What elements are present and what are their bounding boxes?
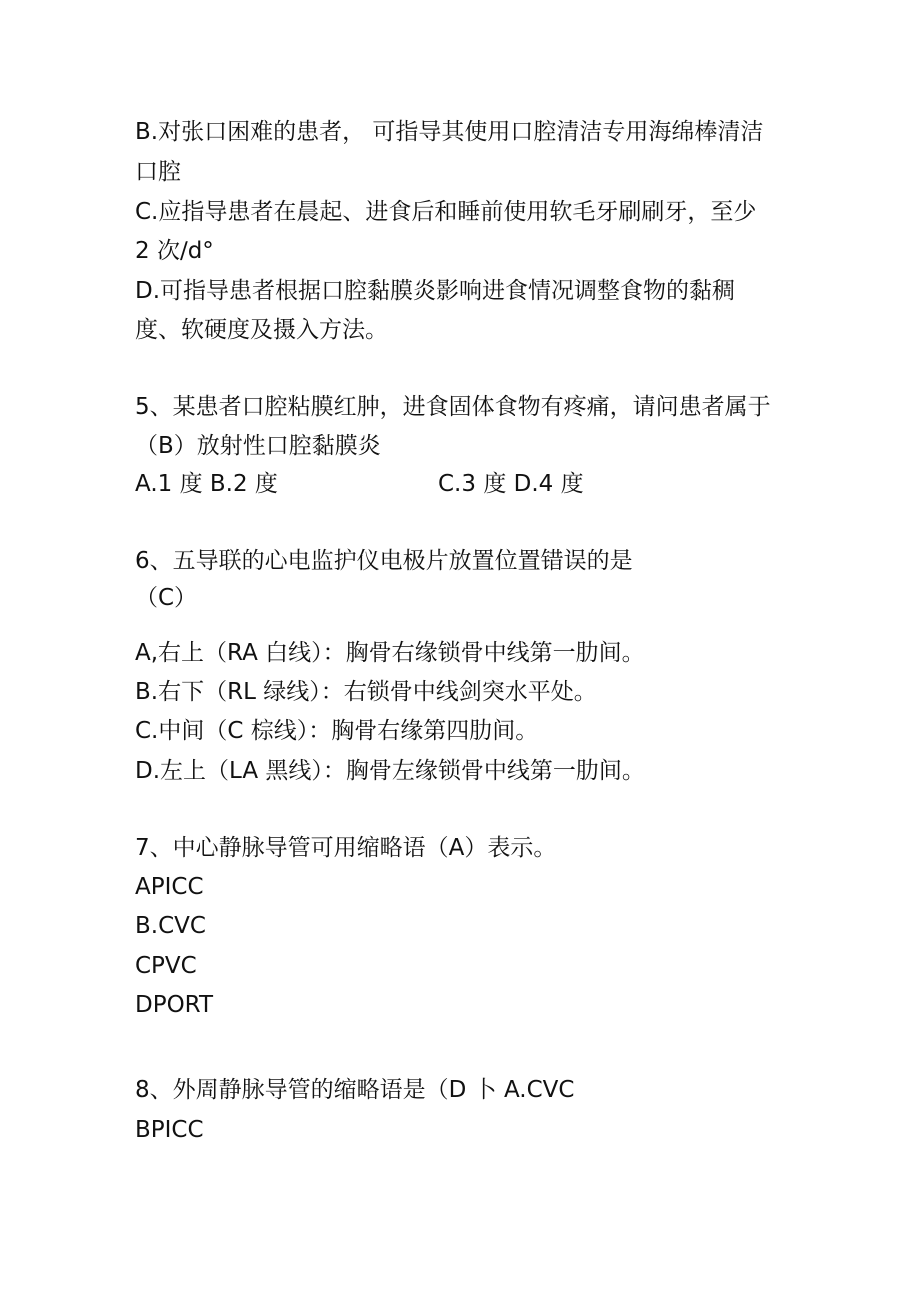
q8-stem: 8、外周静脉导管的缩略语是（D 卜 A.CVC [135, 1077, 575, 1103]
q7-option-b: B.CVC [135, 913, 206, 939]
q4-option-d-line1: D.可指导患者根据口腔黏膜炎影响进食情况调整食物的黏稠 [135, 278, 736, 304]
q4-option-c-line1: C.应指导患者在晨起、进食后和睡前使用软毛牙刷刷牙，至少 [135, 199, 757, 225]
q5-stem-line1: 5、某患者口腔粘膜红肿，进食固体食物有疼痛，请问患者属于 [135, 394, 771, 420]
q8-option-b: BPICC [135, 1117, 204, 1143]
q6-stem-line2: （C） [135, 585, 198, 611]
q5-options-right: C.3 度 D.4 度 [438, 471, 584, 497]
q4-option-d-line2: 度、软硬度及摄入方法。 [135, 317, 388, 343]
q5-options-left: A.1 度 B.2 度 [135, 471, 278, 497]
q6-option-a: A,右上（RA 白线）：胸骨右缘锁骨中线第一肋间。 [135, 640, 645, 666]
q7-option-a: APICC [135, 874, 204, 900]
q7-stem: 7、中心静脉导管可用缩略语（A）表示。 [135, 835, 557, 861]
q4-option-b-line1: B.对张口困难的患者， 可指导其使用口腔清洁专用海绵棒清洁 [135, 119, 764, 145]
q7-option-d: DPORT [135, 992, 214, 1018]
q6-option-b: B.右下（RL 绿线）：右锁骨中线剑突水平处。 [135, 679, 597, 705]
q4-option-c-line2: 2 次∕d° [135, 238, 214, 264]
q6-option-c: C.中间（C 棕线）：胸骨右缘第四肋间。 [135, 718, 539, 744]
q6-option-d: D.左上（LA 黑线）：胸骨左缘锁骨中线第一肋间。 [135, 758, 645, 784]
q5-stem-line2: （B）放射性口腔黏膜炎 [135, 433, 381, 459]
q5-options-row [135, 469, 584, 499]
q7-option-c: CPVC [135, 953, 197, 979]
q4-option-b-line2: 口腔 [135, 159, 181, 185]
q6-stem-line1: 6、五导联的心电监护仪电极片放置位置错误的是 [135, 548, 633, 574]
